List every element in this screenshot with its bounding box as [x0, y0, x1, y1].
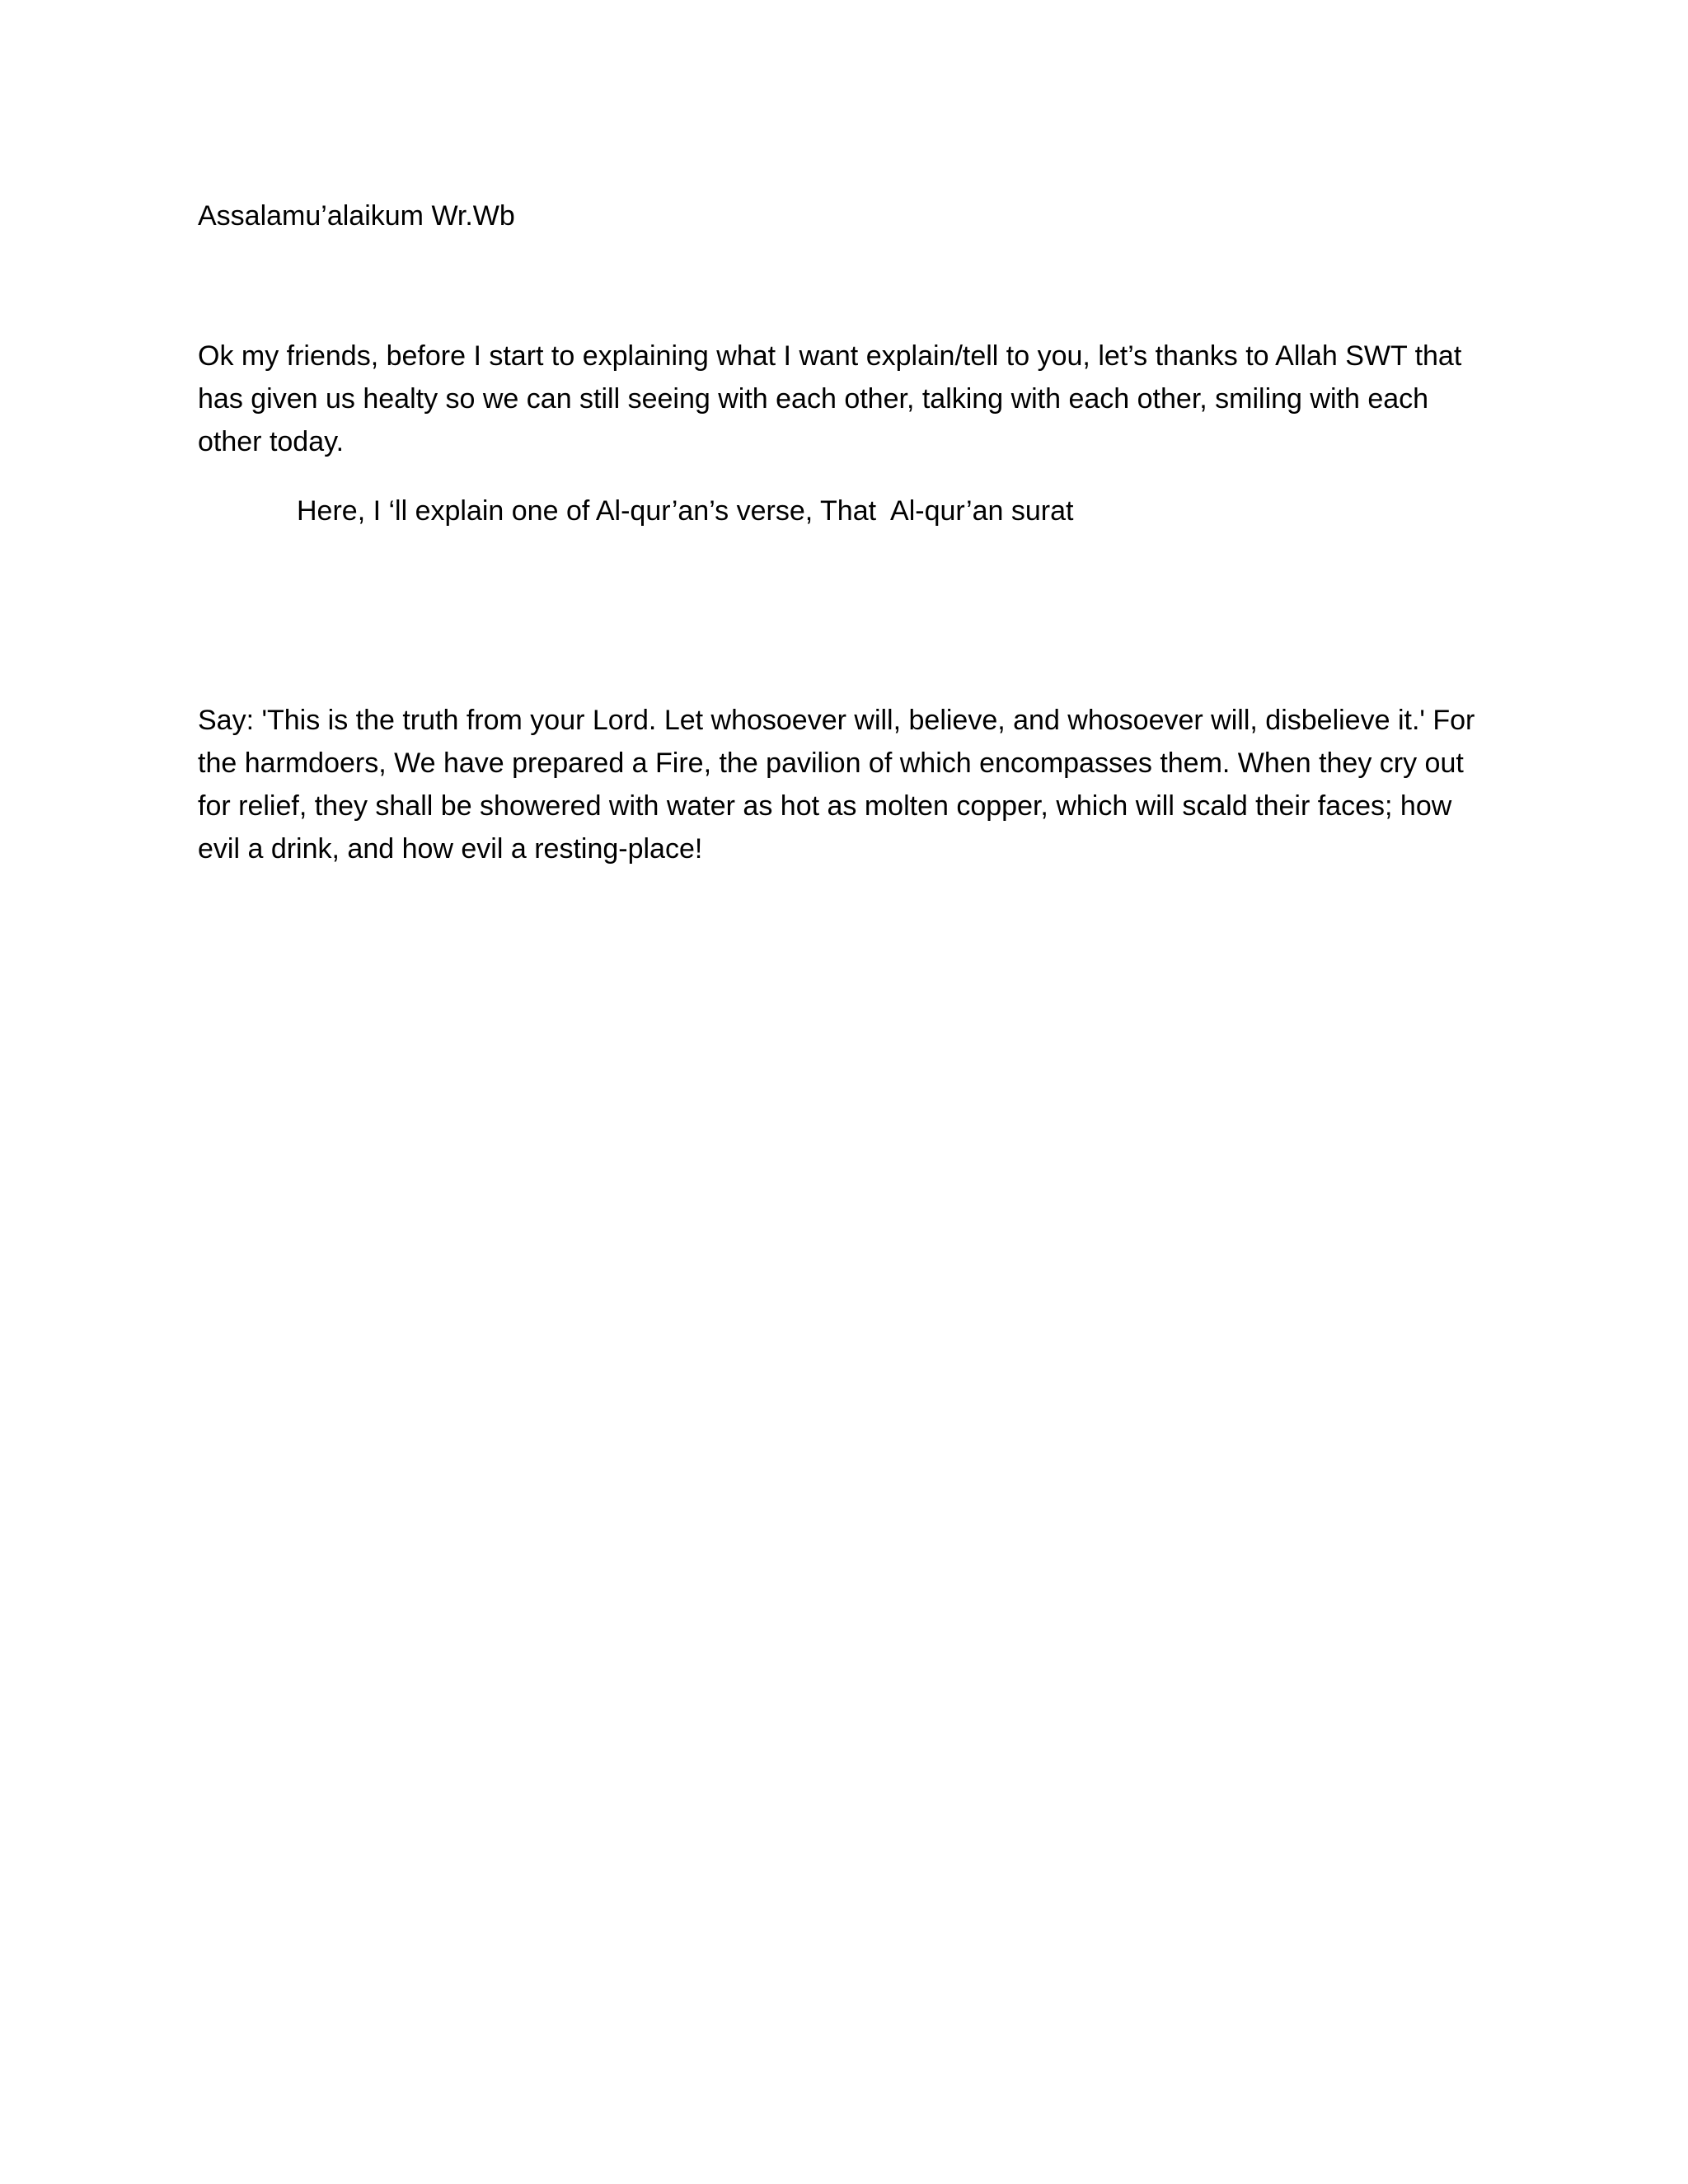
- indented-line: Here, I ‘ll explain one of Al-qur’an’s verse, That Al-qur’an surat: [297, 495, 1074, 527]
- verse-line: the harmdoers, We have prepared a Fire, the pavilion of which encompasses them. When they cry out: [198, 748, 1464, 779]
- paragraph-line: has given us healty so we can still seeing with each other, talking with each other, smiling with each: [198, 383, 1429, 415]
- paragraph-line: other today.: [198, 426, 345, 457]
- verse-line: evil a drink, and how evil a resting-place!: [198, 833, 703, 865]
- verse-line: for relief, they shall be showered with water as hot as molten copper, which will scald their faces; how: [198, 790, 1452, 822]
- greeting-line: Assalamu’alaikum Wr.Wb: [198, 200, 515, 232]
- paragraph-line: Ok my friends, before I start to explaining what I want explain/tell to you, let’s thanks to Allah SWT that: [198, 340, 1462, 372]
- verse-line: Say: 'This is the truth from your Lord. Let whosoever will, believe, and whosoever will, disbelieve it.' For: [198, 705, 1475, 736]
